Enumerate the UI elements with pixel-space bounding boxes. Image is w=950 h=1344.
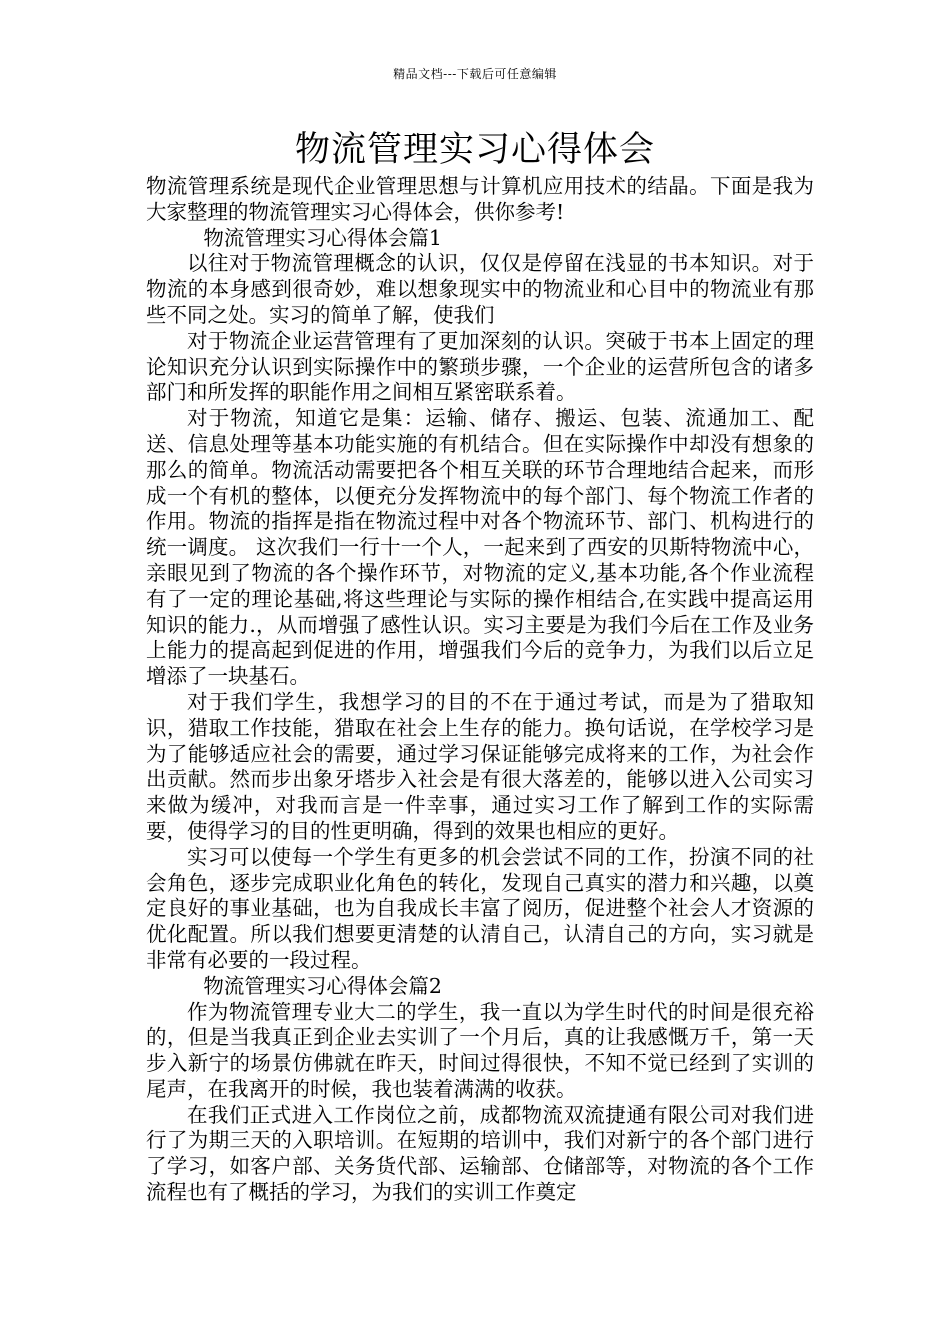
document-body (146, 174, 814, 1206)
paragraph: 对于物流企业运营管理有了更加深刻的认识。突破于书本上固定的理论知识充分认识到实际操作中的繁琐步骤，一个企业的运营所包含的诸多部门和所发挥的职能作用之间相互紧密联系着。 (146, 328, 814, 405)
section-heading-2: 物流管理实习心得体会篇2 (203, 973, 442, 998)
paragraph: 在我们正式进入工作岗位之前，成都物流双流捷通有限公司对我们进行了为期三天的入职培训。在短期的培训中，我们对新宁的各个部门进行了学习，如客户部、关务货代部、运输部、仓储部等，对物流的各个工作流程也有了概括的学习，为我们的实训工作奠定 (146, 1102, 814, 1205)
header-note: 精品文档---下载后可任意编辑 (393, 67, 557, 81)
paragraph: 对于我们学生，我想学习的目的不在于通过考试，而是为了猎取知识，猎取工作技能，猎取在社会上生存的能力。换句话说，在学校学习是为了能够适应社会的需要，通过学习保证能够完成将来的工作，为社会作出贡献。然而步出象牙塔步入社会是有很大落差的，能够以进入公司实习来做为缓冲，对我而言是一件幸事，通过实习工作了解到工作的实际需要，使得学习的目的性更明确，得到的效果也相应的更好。 (146, 689, 814, 843)
paragraph: 实习可以使每一个学生有更多的机会尝试不同的工作，扮演不同的社会角色，逐步完成职业化角色的转化，发现自己真实的潜力和兴趣，以奠定良好的事业基础，也为自我成长丰富了阅历，促进整个社会人才资源的优化配置。所以我们想要更清楚的认清自己，认清自己的方向，实习就是非常有必要的一段过程。 (146, 844, 814, 972)
document-title: 物流管理实习心得体会 (294, 130, 655, 170)
paragraph: 作为物流管理专业大二的学生，我一直以为学生时代的时间是很充裕的，但是当我真正到企业去实训了一个月后，真的让我感慨万千，第一天步入新宁的场景仿佛就在昨天，时间过得很快，不知不觉已经到了实训的尾声，在我离开的时候，我也装着满满的收获。 (146, 999, 814, 1101)
intro-paragraph: 物流管理系统是现代企业管理思想与计算机应用技术的结晶。下面是我为大家整理的物流管理实习心得体会，供你参考! (146, 174, 814, 224)
paragraph: 对于物流，知道它是集：运输、储存、搬运、包装、流通加工、配送、信息处理等基本功能实施的有机结合。但在实际操作中却没有想象的那么的简单。物流活动需要把各个相互关联的环节合理地结合起来，而形成一个有机的整体，以便充分发挥物流中的每个部门、每个物流工作者的作用。物流的指挥是指在物流过程中对各个物流环节、部门、机构进行的统一调度。 这次我们一行十一个人，一起来到了西安的贝斯特物流中心，亲眼见到了物流的各个操作环节，对物流的定义,基本功能,各个作业流程有了一定的理论基础,将这些理论与实际的操作相结合,在实践中提高运用知识的能力.，从而增强了感性认识。实习主要是为我们今后在工作及业务上能力的提高起到促进的作用，增强我们今后的竞争力，为我们以后立足增添了一块基石。 (146, 406, 814, 689)
section-heading-1: 物流管理实习心得体会篇1 (203, 225, 442, 250)
paragraph: 以往对于物流管理概念的认识，仅仅是停留在浅显的书本知识。对于物流的本身感到很奇妙，难以想象现实中的物流业和心目中的物流业有那些不同之处。实习的简单了解，使我们 (146, 251, 814, 327)
